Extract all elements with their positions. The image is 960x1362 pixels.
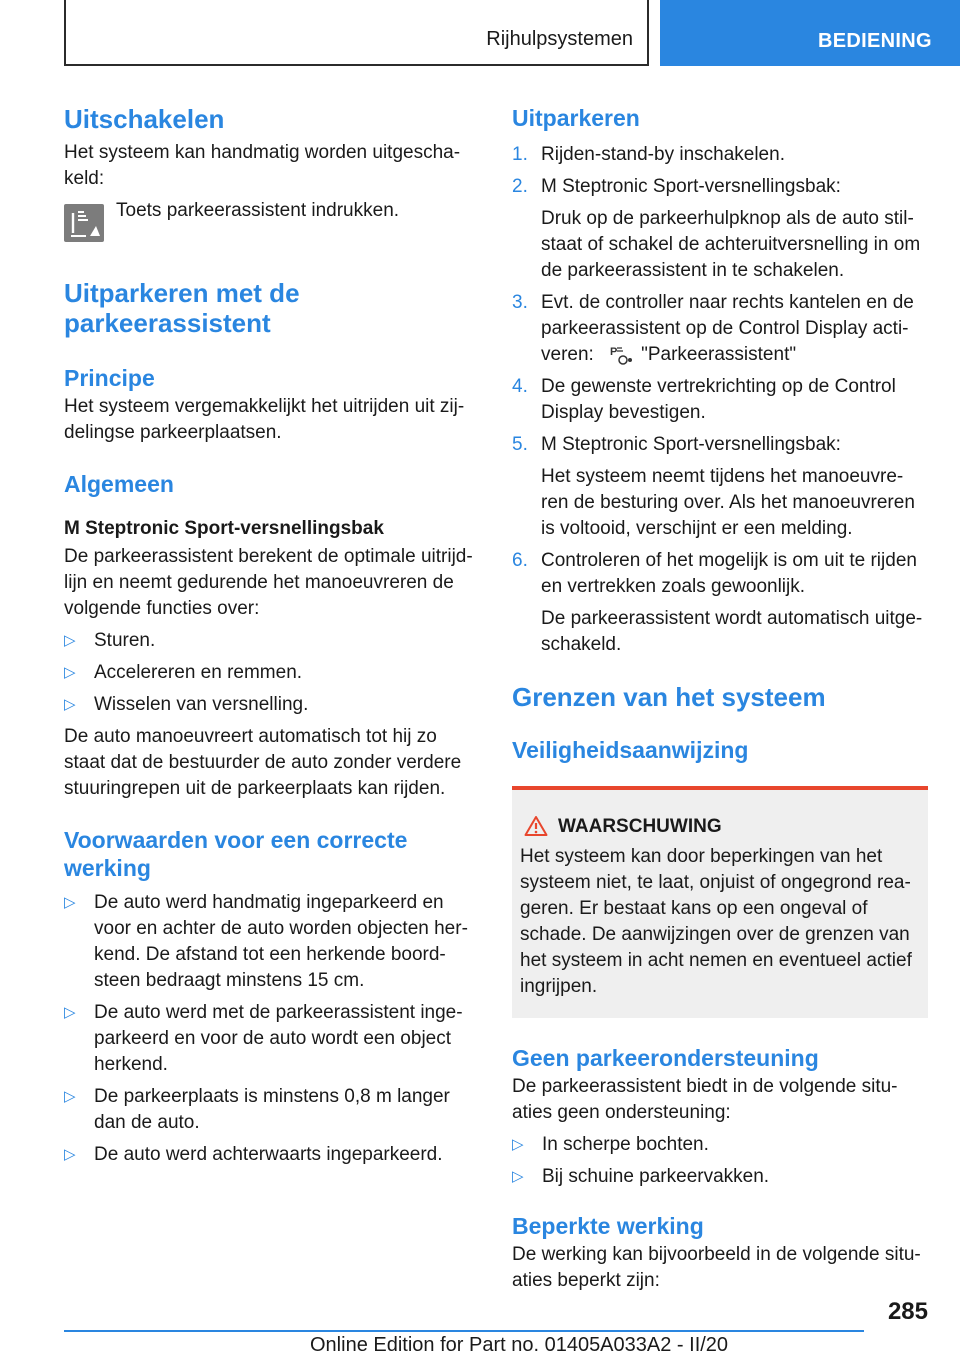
list-item: ▷ De auto werd met de parkeerassistent inge-parkeerd en voor de auto wordt een object herkend.: [64, 1002, 463, 1075]
triangle-bullet-icon: ▷: [64, 664, 76, 681]
steps-list: [512, 142, 928, 658]
warning-title: WAARSCHUWING: [520, 814, 920, 840]
list-item: ▷ De auto werd handmatig ingeparkeerd en voor en achter de auto worden objecten her-kend. De afstand tot een herkende boord-steen bedraagt minstens 15 cm.: [64, 892, 468, 991]
page-number: 285: [887, 1298, 928, 1325]
left-column: [64, 100, 476, 1168]
paragraph-principe: Het systeem vergemakkelijkt het uitrijden uit zij-delingse parkeerplaatsen.: [64, 396, 465, 443]
footer-edition: Online Edition for Part no. 01405A033A2 - II/20: [310, 1334, 729, 1356]
header-chapter-tab: [660, 0, 960, 66]
triangle-bullet-icon: ▷: [64, 1146, 76, 1163]
list-item: ▷ De auto werd achterwaarts ingeparkeerd.: [64, 1142, 476, 1168]
step-item: 2. M Steptronic Sport-versnellingsbak:: [512, 176, 841, 197]
step-item: 5. M Steptronic Sport-versnellingsbak:: [512, 434, 841, 455]
park-assist-button-icon: [64, 204, 104, 242]
triangle-bullet-icon: ▷: [64, 1088, 76, 1105]
heading-veiligheid: Veiligheidsaanwijzing: [512, 737, 749, 763]
heading-algemeen: Algemeen: [64, 471, 174, 497]
paragraph-geen: De parkeerassistent biedt in de volgende situ-aties geen ondersteuning:: [512, 1076, 898, 1123]
button-instruction: [64, 198, 476, 238]
step-detail: De parkeerassistent wordt automatisch uitge-schakeld.: [541, 608, 923, 655]
list-item: ▷ Bij schuine parkeervakken.: [512, 1164, 928, 1190]
heading-steptronic: M Steptronic Sport-versnellingsbak: [64, 518, 384, 539]
warning-triangle-icon: [524, 815, 548, 837]
warning-box: [512, 786, 928, 1018]
heading-grenzen: Grenzen van het systeem: [512, 682, 826, 712]
heading-geen: Geen parkeerondersteuning: [512, 1045, 819, 1071]
list-item: ▷ Accelereren en remmen.: [64, 660, 476, 686]
svg-text:P: P: [610, 345, 618, 358]
paragraph-steptronic: De parkeerassistent berekent de optimale uitrijd-lijn en neemt gedurende het manoeuvreren de volgende functies over:: [64, 546, 473, 619]
header-section-title: Rijhulpsystemen: [486, 28, 633, 50]
step-item: 4. De gewenste vertrekrichting op de Control Display bevestigen.: [512, 376, 896, 423]
header-chapter-title: BEDIENING: [818, 30, 932, 52]
heading-beperkt: Beperkte werking: [512, 1213, 704, 1239]
heading-principe: Principe: [64, 365, 155, 391]
list-item: ▷ De parkeerplaats is minstens 0,8 m langer dan de auto.: [64, 1086, 450, 1133]
heading-uitparkeren: Uitparkeren: [512, 105, 640, 131]
condition-list: [64, 890, 476, 1168]
heading-uitschakelen: Uitschakelen: [64, 104, 225, 134]
step-item: 3. Evt. de controller naar rechts kantelen en de parkeerassistent op de Control Display acti-veren: P "Parkeerassistent": [512, 292, 914, 365]
right-column: [512, 100, 928, 1294]
step-item: 1. Rijden-stand-by inschakelen.: [512, 144, 785, 165]
step-detail: Het systeem neemt tijdens het manoeuvre-ren de besturing over. Als het manoeuvreren is voltooid, verschijnt er een melding.: [541, 466, 915, 539]
list-item: ▷ Sturen.: [64, 628, 476, 654]
warning-text: Het systeem kan door beperkingen van het systeem niet, te laat, onjuist of ongegrond rea-geren. Er bestaat kans op een ongeval of schade. De aanwijzingen over de grenzen van het systeem in acht nemen en eventueel actief ingrijpen.: [520, 846, 912, 997]
triangle-bullet-icon: ▷: [64, 696, 76, 713]
list-item: ▷ Wisselen van versnelling.: [64, 692, 476, 718]
list-item: ▷ In scherpe bochten.: [512, 1132, 928, 1158]
paragraph-beperkt: De werking kan bijvoorbeeld in de volgende situ-aties beperkt zijn:: [512, 1244, 921, 1291]
park-assist-menu-icon: [609, 344, 633, 366]
triangle-bullet-icon: ▷: [64, 1004, 76, 1021]
footer-divider: [64, 1330, 864, 1332]
button-instruction-text: Toets parkeerassistent indrukken.: [116, 200, 400, 221]
heading-voorwaarden: Voorwaarden voor een correcte werking: [64, 827, 408, 881]
header-section-box: [64, 0, 649, 66]
step-item: 6. Controleren of het mogelijk is om uit te rijden en vertrekken zoals gewoonlijk.: [512, 550, 917, 597]
triangle-bullet-icon: ▷: [64, 894, 76, 911]
triangle-bullet-icon: ▷: [512, 1136, 524, 1153]
step-detail: Druk op de parkeerhulpknop als de auto stil-staat of schakel de achteruitversnelling in om de parkeerassistent in te schakelen.: [541, 208, 921, 281]
triangle-bullet-icon: ▷: [512, 1168, 524, 1185]
paragraph-uitschakelen: Het systeem kan handmatig worden uitgescha-keld:: [64, 142, 461, 189]
function-list: [64, 628, 476, 718]
triangle-bullet-icon: ▷: [64, 632, 76, 649]
heading-uitparkeren-met: Uitparkeren met de parkeerassistent: [64, 278, 300, 338]
paragraph-auto: De auto manoeuvreert automatisch tot hij zo staat dat de bestuurder de auto zonder verdere stuuringrepen uit de parkeerplaats kan rijden.: [64, 726, 462, 799]
geen-list: [512, 1132, 928, 1190]
